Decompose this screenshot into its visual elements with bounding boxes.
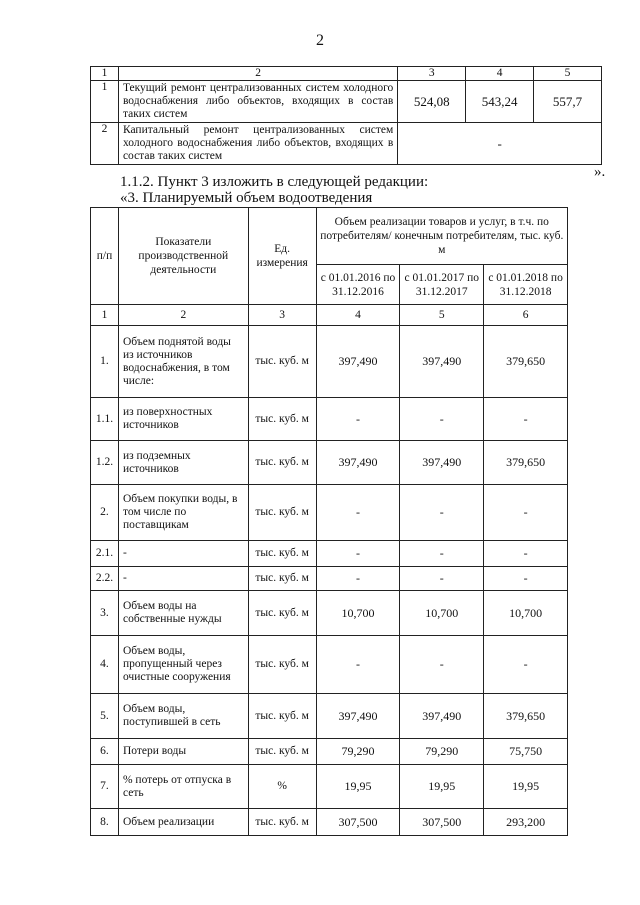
row-number: 6. — [91, 739, 119, 765]
table-row — [91, 123, 602, 165]
page-number: 2 — [316, 32, 324, 49]
row-indicator: Объем воды, поступившей в сеть — [118, 694, 248, 739]
row-indicator: Объем воды на собственные нужды — [118, 591, 248, 636]
row-unit: тыс. куб. м — [248, 739, 316, 765]
value-cell: 19,95 — [316, 765, 400, 809]
row-indicator: - — [118, 541, 248, 567]
col-number-cell: 3 — [398, 67, 466, 81]
row-number: 1.2. — [91, 441, 119, 485]
row-indicator: Объем реализации — [118, 809, 248, 836]
row-number: 4. — [91, 636, 119, 694]
row-indicator: Потери воды — [118, 739, 248, 765]
col-number-cell: 3 — [248, 305, 316, 326]
previous-table-fragment — [90, 66, 602, 165]
value-cell: 293,200 — [484, 809, 568, 836]
table-row — [91, 591, 568, 636]
col-number-cell: 6 — [484, 305, 568, 326]
row-indicator: - — [118, 567, 248, 591]
row-number: 1 — [91, 81, 119, 123]
col-number-cell: 5 — [400, 305, 484, 326]
section-heading: «3. Планируемый объем водоотведения — [120, 190, 373, 206]
row-unit: тыс. куб. м — [248, 636, 316, 694]
row-number: 2 — [91, 123, 119, 165]
value-cell: - — [316, 398, 400, 441]
water-disposal-table — [90, 207, 568, 836]
value-cell: - — [400, 541, 484, 567]
row-indicator: % потерь от отпуска в сеть — [118, 765, 248, 809]
value-cell: 19,95 — [484, 765, 568, 809]
value-cell: - — [484, 398, 568, 441]
row-number: 2.1. — [91, 541, 119, 567]
row-number: 8. — [91, 809, 119, 836]
value-cell: - — [400, 567, 484, 591]
row-unit: тыс. куб. м — [248, 441, 316, 485]
value-cell: - — [316, 636, 400, 694]
value-cell: - — [484, 567, 568, 591]
value-cell: - — [484, 485, 568, 541]
col-number-cell: 2 — [118, 305, 248, 326]
row-indicator: Объем покупки воды, в том числе по поставщикам — [118, 485, 248, 541]
row-number: 1. — [91, 326, 119, 398]
value-cell: 379,650 — [484, 326, 568, 398]
value-cell: 307,500 — [316, 809, 400, 836]
value-cell: 10,700 — [484, 591, 568, 636]
row-unit: тыс. куб. м — [248, 591, 316, 636]
col-number-cell: 4 — [466, 67, 534, 81]
row-number: 5. — [91, 694, 119, 739]
header-volume: Объем реализации товаров и услуг, в т.ч. по потребителям/ конечным потребителям, тыс. куб. м — [316, 208, 567, 265]
row-unit: тыс. куб. м — [248, 398, 316, 441]
table-row — [91, 326, 568, 398]
table-header-row — [91, 208, 568, 265]
value-cell: - — [484, 636, 568, 694]
value-cell: 79,290 — [400, 739, 484, 765]
col-number-cell: 1 — [91, 305, 119, 326]
table-row — [91, 765, 568, 809]
table-row — [91, 485, 568, 541]
row-unit: тыс. куб. м — [248, 326, 316, 398]
value-cell: - — [316, 567, 400, 591]
value-cell: 557,7 — [534, 81, 602, 123]
col-number-cell: 5 — [534, 67, 602, 81]
header-indicator: Показатели производственной деятельности — [118, 208, 248, 305]
table-row — [91, 739, 568, 765]
value-cell: 75,750 — [484, 739, 568, 765]
value-cell: - — [316, 485, 400, 541]
table-row — [91, 441, 568, 485]
table-row — [91, 398, 568, 441]
row-unit: тыс. куб. м — [248, 541, 316, 567]
value-cell: 397,490 — [400, 326, 484, 398]
value-cell: 10,700 — [400, 591, 484, 636]
row-number: 3. — [91, 591, 119, 636]
value-cell: 397,490 — [400, 441, 484, 485]
closing-quote: ». — [594, 164, 606, 180]
value-cell: 379,650 — [484, 441, 568, 485]
table-row — [91, 809, 568, 836]
col-number-cell: 2 — [118, 67, 397, 81]
header-num: п/п — [91, 208, 119, 305]
table-row — [91, 636, 568, 694]
value-cell: - — [400, 485, 484, 541]
col-number-cell: 1 — [91, 67, 119, 81]
value-cell: - — [400, 636, 484, 694]
amendment-paragraph: 1.1.2. Пункт 3 изложить в следующей редакции: — [120, 174, 429, 190]
value-cell: 397,490 — [316, 326, 400, 398]
col-number-cell: 4 — [316, 305, 400, 326]
value-cell: 19,95 — [400, 765, 484, 809]
value-cell: 79,290 — [316, 739, 400, 765]
row-indicator: из поверхностных источников — [118, 398, 248, 441]
column-numbers-row — [91, 305, 568, 326]
value-cell: 397,490 — [316, 694, 400, 739]
table-row — [91, 81, 602, 123]
row-number: 2.2. — [91, 567, 119, 591]
row-unit: тыс. куб. м — [248, 567, 316, 591]
row-unit: % — [248, 765, 316, 809]
row-indicator: из подземных источников — [118, 441, 248, 485]
header-unit: Ед. измерения — [248, 208, 316, 305]
value-cell: - — [400, 398, 484, 441]
row-number: 2. — [91, 485, 119, 541]
row-unit: тыс. куб. м — [248, 485, 316, 541]
value-cell: 397,490 — [400, 694, 484, 739]
row-unit: тыс. куб. м — [248, 694, 316, 739]
row-number: 7. — [91, 765, 119, 809]
header-period: с 01.01.2017 по 31.12.2017 — [400, 265, 484, 305]
value-cell: 307,500 — [400, 809, 484, 836]
row-indicator: Объем воды, пропущенный через очистные сооружения — [118, 636, 248, 694]
merged-value-cell: - — [398, 123, 602, 165]
value-cell: 10,700 — [316, 591, 400, 636]
table-row — [91, 567, 568, 591]
row-indicator: Объем поднятой воды из источников водоснабжения, в том числе: — [118, 326, 248, 398]
value-cell: 543,24 — [466, 81, 534, 123]
row-description: Капитальный ремонт централизованных систем холодного водоснабжения либо объектов, входящих в состав таких систем — [118, 123, 397, 165]
table-row — [91, 541, 568, 567]
value-cell: 524,08 — [398, 81, 466, 123]
value-cell: 379,650 — [484, 694, 568, 739]
row-description: Текущий ремонт централизованных систем холодного водоснабжения либо объектов, входящих в состав таких систем — [118, 81, 397, 123]
previous-table-header-row — [91, 67, 602, 81]
value-cell: 397,490 — [316, 441, 400, 485]
header-period: с 01.01.2018 по 31.12.2018 — [484, 265, 568, 305]
value-cell: - — [316, 541, 400, 567]
value-cell: - — [484, 541, 568, 567]
header-period: с 01.01.2016 по 31.12.2016 — [316, 265, 400, 305]
row-unit: тыс. куб. м — [248, 809, 316, 836]
row-number: 1.1. — [91, 398, 119, 441]
table-row — [91, 694, 568, 739]
